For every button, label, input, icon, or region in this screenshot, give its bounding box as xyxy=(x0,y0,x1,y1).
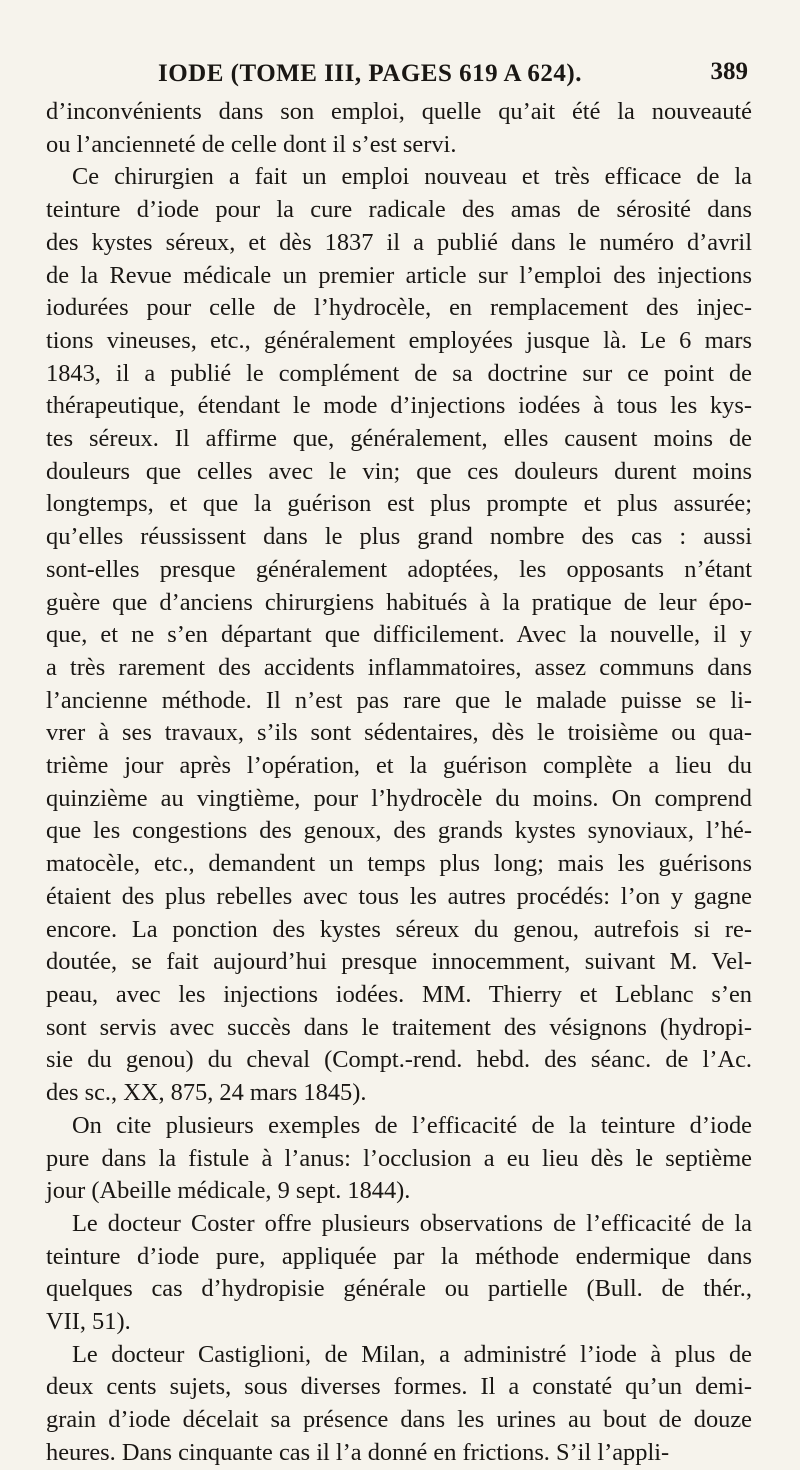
text-line: l’ancienne méthode. Il n’est pas rare que le malade puisse se li- xyxy=(46,686,752,714)
text-line: heures. Dans cinquante cas il l’a donné en frictions. S’il l’appli- xyxy=(46,1438,670,1466)
text-line: sont-elles presque généralement adoptées, les opposants n’étant xyxy=(46,555,752,583)
text-line: peau, avec les injections iodées. MM. Thierry et Leblanc s’en xyxy=(46,980,752,1008)
running-title: IODE (TOME III, PAGES 619 A 624). xyxy=(158,60,582,87)
text-line: trième jour après l’opération, et la guérison complète a lieu du xyxy=(46,752,752,780)
text-line: qu’elles réussissent dans le plus grand nombre des cas : aussi xyxy=(46,523,752,551)
text-line: ou l’ancienneté de celle dont il s’est servi. xyxy=(46,130,457,158)
text-line: vrer à ses travaux, s’ils sont sédentaires, dès le troisième ou qua- xyxy=(46,719,752,747)
text-line: jour (Abeille médicale, 9 sept. 1844). xyxy=(46,1177,411,1205)
text-line: sie du genou) du cheval (Compt.-rend. hebd. des séanc. de l’Ac. xyxy=(46,1046,752,1074)
text-line: 1843, il a publié le complément de sa doctrine sur ce point de xyxy=(46,359,752,387)
text-line: douleurs que celles avec le vin; que ces douleurs durent moins xyxy=(46,457,752,485)
text-line: Le docteur Castiglioni, de Milan, a administré l’iode à plus de xyxy=(72,1340,752,1368)
text-line: longtemps, et que la guérison est plus prompte et plus assurée; xyxy=(46,490,752,518)
text-line: iodurées pour celle de l’hydrocèle, en remplacement des injec- xyxy=(46,294,752,322)
text-line: a très rarement des accidents inflammatoires, assez communs dans xyxy=(46,653,752,681)
text-line: VII, 51). xyxy=(46,1308,131,1336)
text-line: Ce chirurgien a fait un emploi nouveau et très efficace de la xyxy=(72,163,752,191)
paragraph xyxy=(46,1339,752,1470)
text-line: que les congestions des genoux, des grands kystes synoviaux, l’hé- xyxy=(46,817,752,845)
text-line: quinzième au vingtième, pour l’hydrocèle du moins. On comprend xyxy=(46,784,752,812)
text-line: encore. La ponction des kystes séreux du genou, autrefois si re- xyxy=(46,915,752,943)
text-line: Le docteur Coster offre plusieurs observations de l’efficacité de la xyxy=(72,1209,752,1237)
text-line: On cite plusieurs exemples de l’efficacité de la teinture d’iode xyxy=(72,1111,752,1139)
text-line: guère que d’anciens chirurgiens habitués à la pratique de leur épo- xyxy=(46,588,752,616)
text-line: pure dans la fistule à l’anus: l’occlusion a eu lieu dès le septième xyxy=(46,1144,752,1172)
text-line: grain d’iode décelait sa présence dans les urines au bout de douze xyxy=(46,1406,752,1434)
body-text xyxy=(46,96,752,1470)
page-number: 389 xyxy=(710,58,748,85)
text-line: teinture d’iode pure, appliquée par la méthode endermique dans xyxy=(46,1242,752,1270)
text-line: deux cents sujets, sous diverses formes. Il a constaté qu’un demi- xyxy=(46,1373,752,1401)
paragraph xyxy=(46,1208,752,1339)
text-line: tes séreux. Il affirme que, généralement, elles causent moins de xyxy=(46,425,752,453)
text-line: thérapeutique, étendant le mode d’injections iodées à tous les kys- xyxy=(46,392,752,420)
paragraph xyxy=(46,1110,752,1208)
text-line: étaient des plus rebelles avec tous les autres procédés: l’on y gagne xyxy=(46,882,752,910)
text-line: tions vineuses, etc., généralement employées jusque là. Le 6 mars xyxy=(46,326,752,354)
text-line: de la Revue médicale un premier article sur l’emploi des injections xyxy=(46,261,752,289)
text-line: que, et ne s’en départant que difficilement. Avec la nouvelle, il y xyxy=(46,621,752,649)
text-line: quelques cas d’hydropisie générale ou partielle (Bull. de thér., xyxy=(46,1275,752,1303)
text-line: d’inconvénients dans son emploi, quelle qu’ait été la nouveauté xyxy=(46,98,752,125)
page-header xyxy=(46,52,752,96)
text-line: matocèle, etc., demandent un temps plus long; mais les guérisons xyxy=(46,850,752,878)
paragraph xyxy=(46,96,752,161)
text-line: teinture d’iode pour la cure radicale des amas de sérosité dans xyxy=(46,196,752,224)
paragraph xyxy=(46,161,752,1109)
text-line: sont servis avec succès dans le traitement des vésignons (hydropi- xyxy=(46,1013,752,1041)
text-line: des sc., XX, 875, 24 mars 1845). xyxy=(46,1079,367,1107)
text-line: des kystes séreux, et dès 1837 il a publié dans le numéro d’avril xyxy=(46,228,752,256)
text-line: doutée, se fait aujourd’hui presque innocemment, suivant M. Vel- xyxy=(46,948,752,976)
